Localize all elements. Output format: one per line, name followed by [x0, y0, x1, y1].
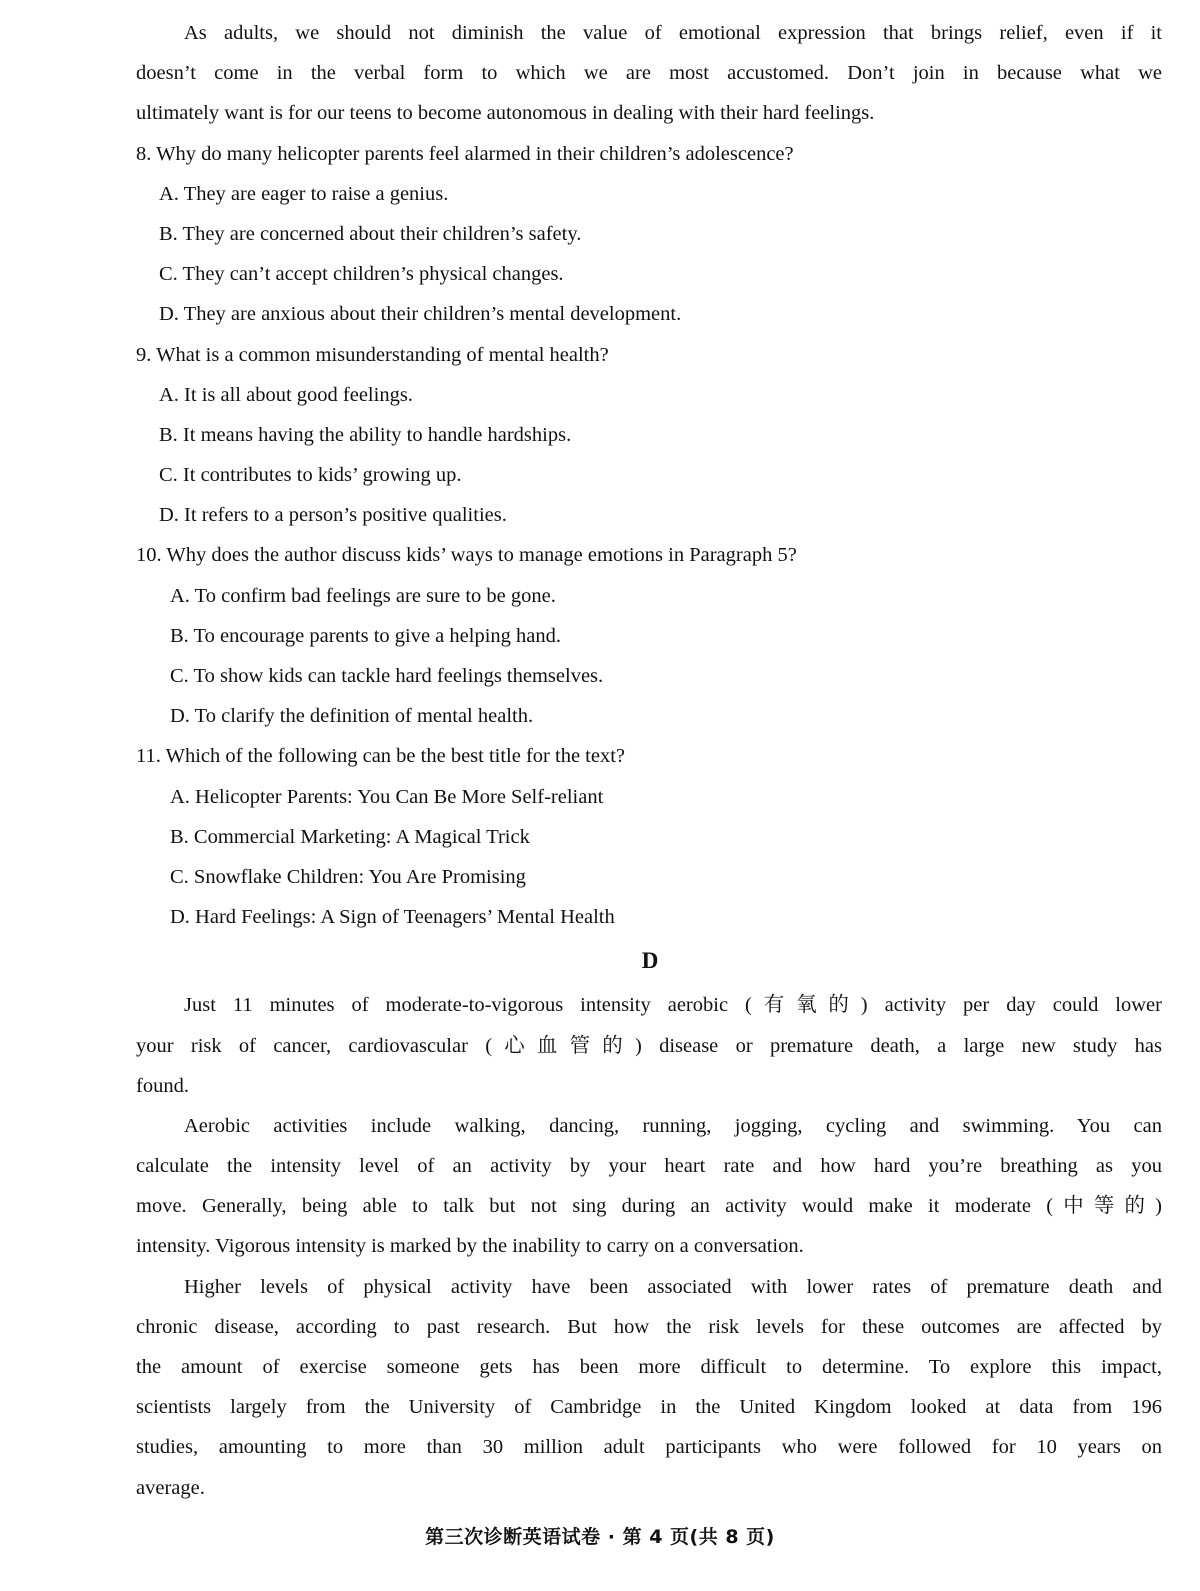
- question-stem: 8. Why do many helicopter parents feel alarmed in their children’s adolescence?: [136, 142, 794, 165]
- text-line: calculate the intensity level of an activity by your heart rate and how hard you’re breathing as you: [136, 1155, 1162, 1178]
- text-line: Just 11 minutes of moderate-to-vigorous intensity aerobic (有氧的) activity per day could lower: [184, 994, 1162, 1017]
- text-line: scientists largely from the University of Cambridge in the United Kingdom looked at data from 196: [136, 1396, 1162, 1419]
- option-b: B. To encourage parents to give a helping hand.: [170, 624, 561, 647]
- text-line: chronic disease, according to past research. But how the risk levels for these outcomes are affected by: [136, 1315, 1162, 1338]
- section-d-paragraph-2: [136, 1106, 1162, 1267]
- option-a: A. Helicopter Parents: You Can Be More Self-reliant: [170, 785, 604, 808]
- option-d: D. It refers to a person’s positive qualities.: [159, 504, 507, 527]
- option-b: B. They are concerned about their children’s safety.: [159, 222, 582, 245]
- option-d: D. To clarify the definition of mental health.: [170, 705, 534, 728]
- text-line: intensity. Vigorous intensity is marked by the inability to carry on a conversation.: [136, 1235, 804, 1258]
- option-b: B. Commercial Marketing: A Magical Trick: [170, 825, 530, 848]
- question-11: [136, 736, 1162, 937]
- option-d: D. They are anxious about their children’s mental development.: [159, 303, 682, 326]
- section-title: D: [641, 948, 659, 974]
- option-d: D. Hard Feelings: A Sign of Teenagers’ Mental Health: [170, 906, 615, 929]
- question-9: [136, 335, 1162, 536]
- section-d-paragraph-3: [136, 1267, 1162, 1508]
- option-a: A. To confirm bad feelings are sure to be gone.: [170, 584, 556, 607]
- text-line: found.: [136, 1074, 189, 1097]
- option-a: A. They are eager to raise a genius.: [159, 182, 449, 205]
- text-line: move. Generally, being able to talk but not sing during an activity would make it moderate (中等的): [136, 1195, 1162, 1218]
- question-8: [136, 134, 1162, 335]
- exam-page-content: [136, 13, 1162, 1508]
- option-c: C. To show kids can tackle hard feelings themselves.: [170, 665, 604, 687]
- section-d-paragraph-1: [136, 985, 1162, 1106]
- text-line: Higher levels of physical activity have been associated with lower rates of premature death and: [184, 1275, 1162, 1298]
- text-line: As adults, we should not diminish the value of emotional expression that brings relief, even if it: [184, 22, 1162, 44]
- intro-paragraph: [136, 13, 1162, 134]
- option-a: A. It is all about good feelings.: [159, 383, 413, 406]
- question-stem: 10. Why does the author discuss kids’ ways to manage emotions in Paragraph 5?: [136, 544, 797, 567]
- text-line: average.: [136, 1476, 205, 1499]
- text-line: the amount of exercise someone gets has been more difficult to determine. To explore this impact,: [136, 1356, 1162, 1378]
- page-footer: 第三次诊断英语试卷 · 第 4 页(共 8 页): [425, 1526, 775, 1548]
- text-line: studies, amounting to more than 30 million adult participants who were followed for 10 years on: [136, 1436, 1162, 1459]
- option-c: C. Snowflake Children: You Are Promising: [170, 865, 526, 888]
- option-c: C. It contributes to kids’ growing up.: [159, 464, 462, 487]
- question-stem: 11. Which of the following can be the best title for the text?: [136, 745, 626, 768]
- text-line: ultimately want is for our teens to become autonomous in dealing with their hard feelings.: [136, 102, 875, 125]
- question-10: [136, 535, 1162, 736]
- text-line: doesn’t come in the verbal form to which we are most accustomed. Don’t join in because what we: [136, 62, 1162, 85]
- text-line: Aerobic activities include walking, dancing, running, jogging, cycling and swimming. You can: [184, 1114, 1162, 1137]
- option-b: B. It means having the ability to handle hardships.: [159, 423, 572, 446]
- question-stem: 9. What is a common misunderstanding of mental health?: [136, 343, 609, 366]
- text-line: your risk of cancer, cardiovascular (心血管的) disease or premature death, a large new study has: [136, 1034, 1162, 1057]
- option-c: C. They can’t accept children’s physical changes.: [159, 263, 564, 286]
